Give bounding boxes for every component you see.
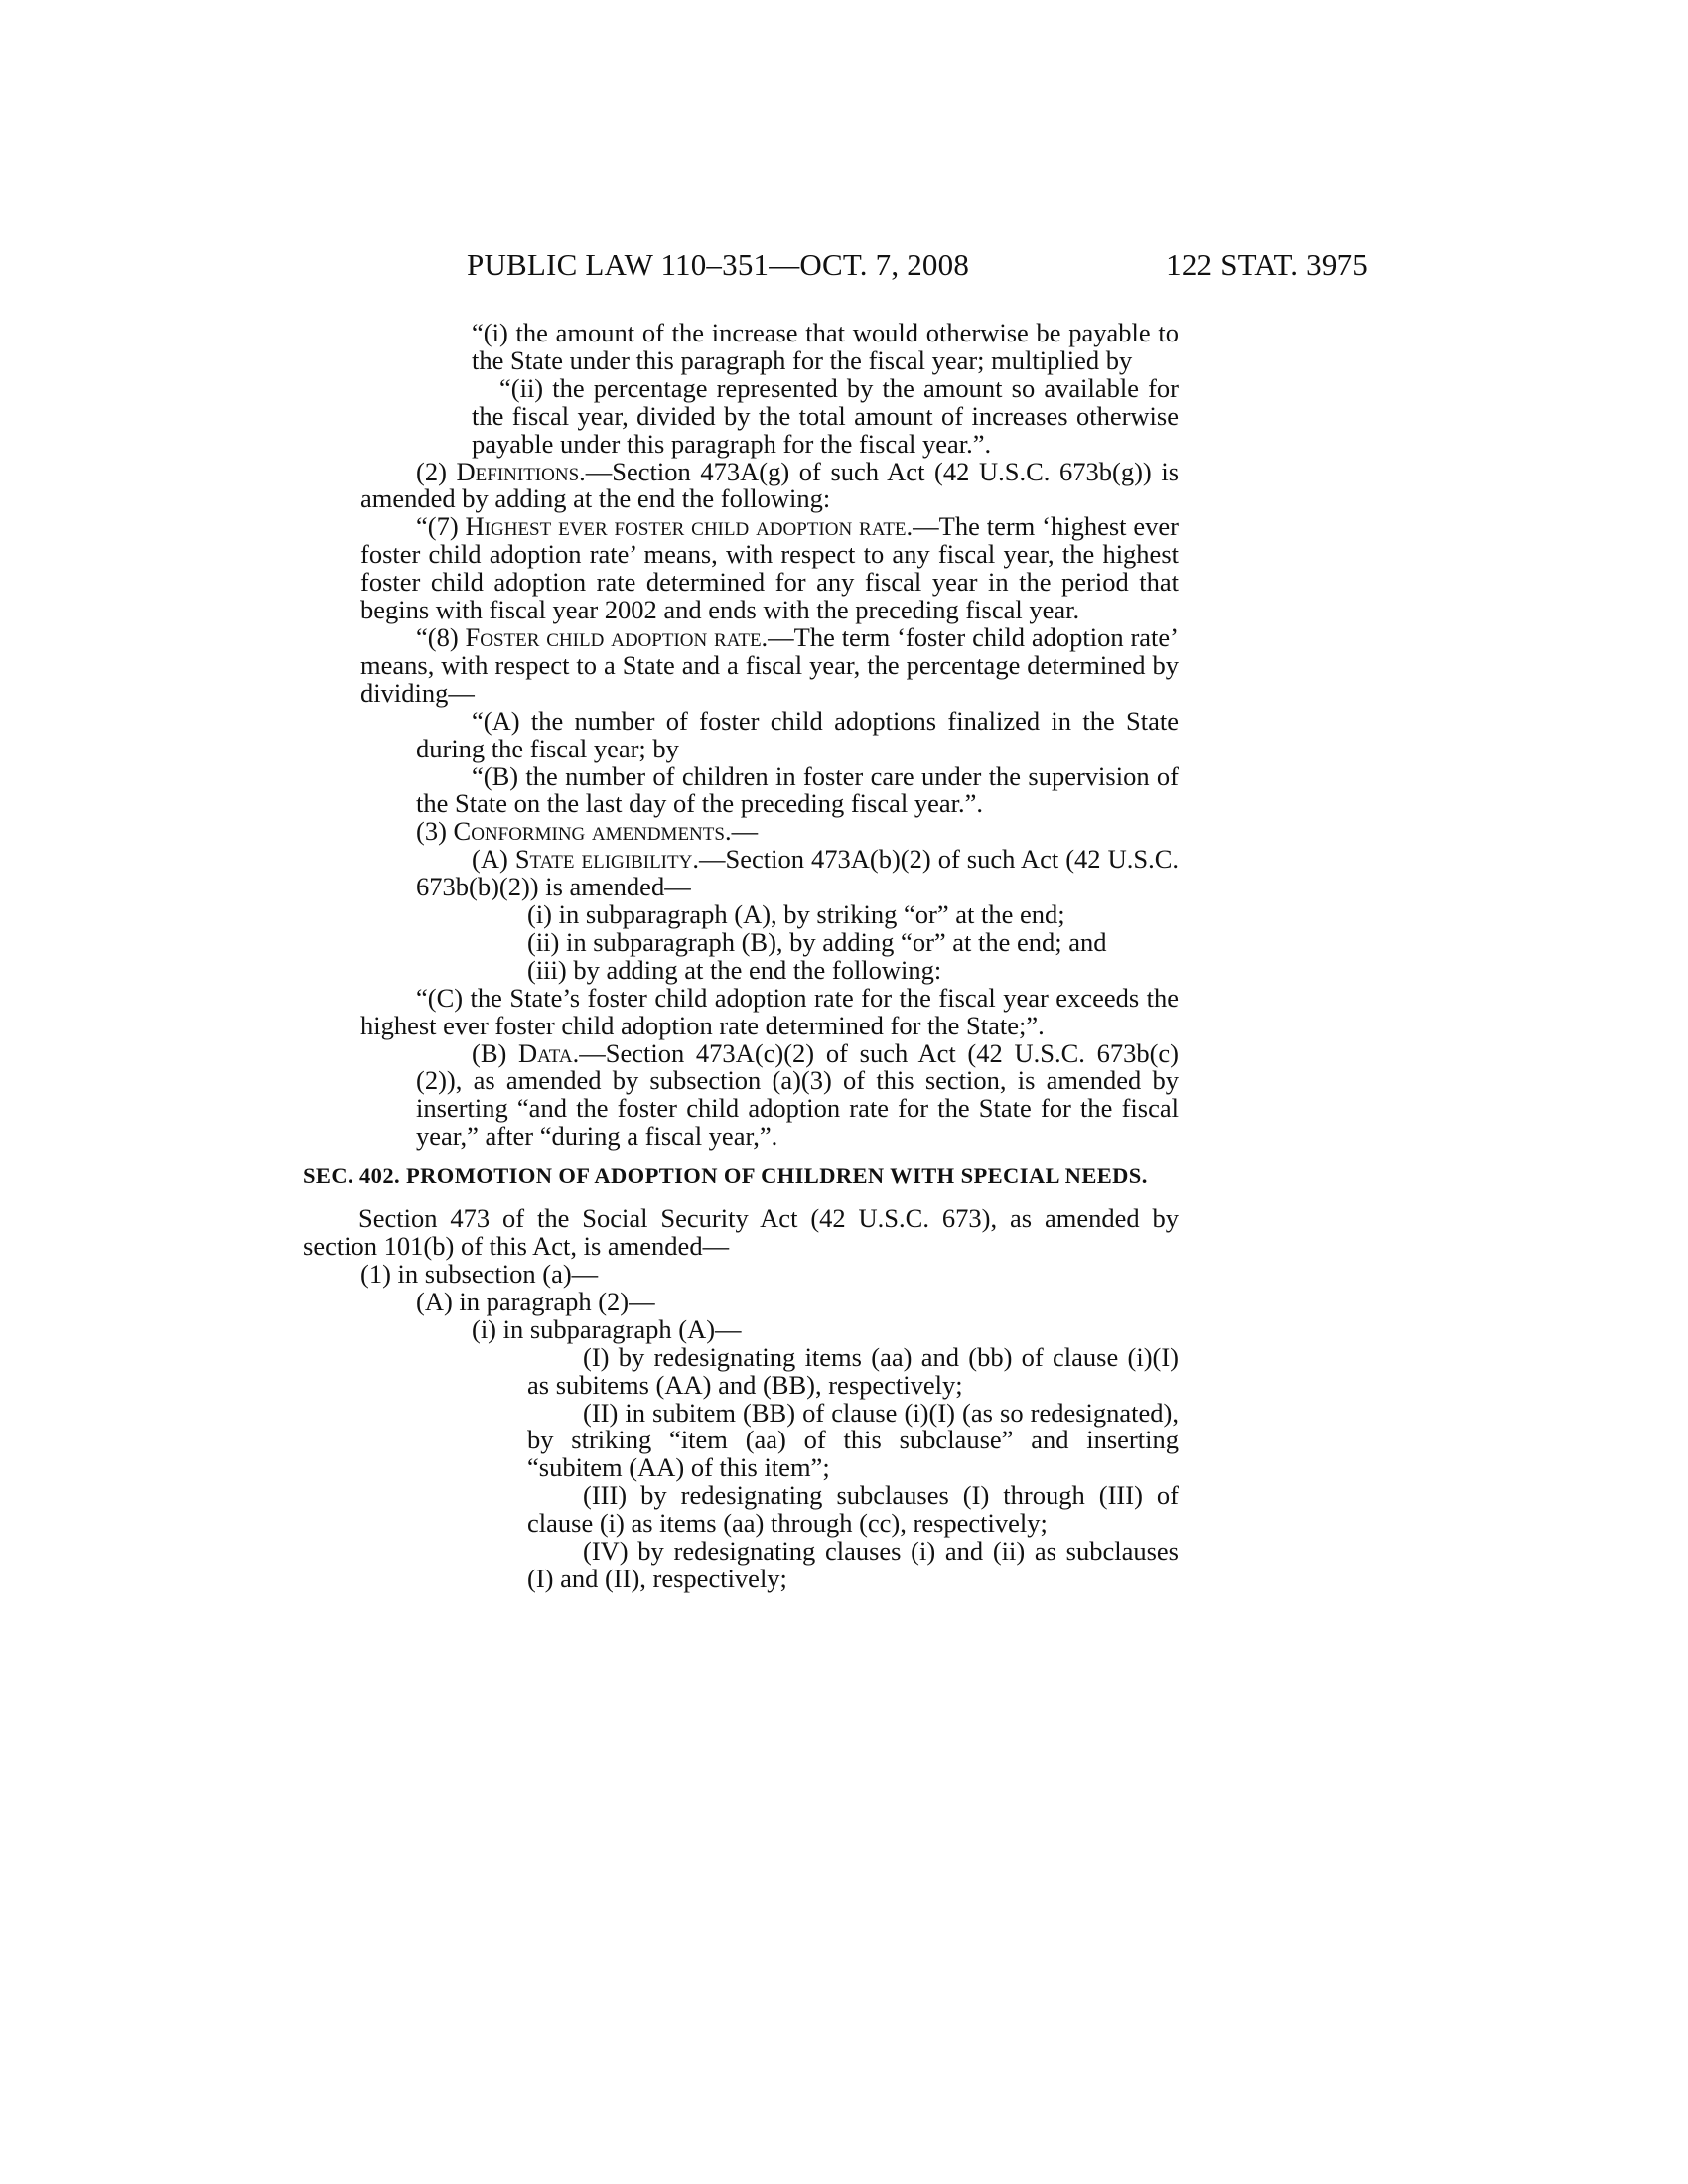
paragraph-number: “(8) [416,621,466,652]
paragraph-heading: Definitions [456,456,580,486]
running-header-law: PUBLIC LAW 110–351—OCT. 7, 2008 [467,247,970,282]
paragraph-number: (2) [416,456,457,486]
paragraph-conforming-amendments [416,818,1179,846]
paragraph-heading: Data [518,1037,573,1068]
paragraph-number: (A) [472,844,515,875]
amendment-1-A-i [472,1313,1179,1344]
paragraph-number: (3) [416,816,454,847]
running-header-stat-page: 122 STAT. 3975 [1166,247,1368,282]
subparagraph-A [416,705,1179,763]
paragraph-number: “(7) [416,511,466,542]
amendment-text: (IV) by redesignating clauses (i) and (ii) as subclauses (I) and (II), respectively; [527,1536,1179,1593]
paragraph-text: .—Section 473A(b)(2) of such Act (42 U.S.C. 673b(b)(2)) is amended— [416,844,1179,902]
clause-text: (ii) in subparagraph (B), by adding “or” at the end; and [527,926,1107,957]
clause-text: “(i) the amount of the increase that would otherwise be payable to the State under this paragraph for the fiscal year; multiplied by [472,318,1179,375]
amendment-text: (i) in subparagraph (A)— [472,1313,742,1344]
clause-text: “(ii) the percentage represented by the amount so available for the fiscal year, divided by the total amount of increases otherwise payable under this paragraph for the fiscal year.”. [472,372,1179,459]
clause-i [472,320,1179,375]
paragraph-heading: Foster child adoption rate [465,621,762,652]
paragraph-heading: Highest ever foster child adoption rate [465,511,907,542]
document-body [303,318,1180,1593]
clause-iii-adding-end [472,954,1179,985]
amendment-subclause-III [527,1482,1179,1538]
paragraph-text: .— [724,816,759,847]
paragraph-number: (B) [472,1037,519,1068]
paragraph-heading: State eligibility [514,844,693,875]
amendment-text: (1) in subsection (a)— [360,1259,599,1289]
amendment-1 [360,1261,1179,1289]
amendment-text: (I) by redesignating items (aa) and (bb) of clause (i)(I) as subitems (AA) and (BB), respectively; [527,1341,1179,1400]
section-heading: SEC. 402. PROMOTION OF ADOPTION OF CHILDREN WITH SPECIAL NEEDS. [303,1163,1148,1189]
inserted-subparagraph-C [360,982,1179,1040]
amendment-text: (III) by redesignating subclauses (I) through (III) of clause (i) as items (aa) through (cc), respectively; [527,1480,1179,1539]
amendment-subclause-IV [527,1538,1179,1593]
amendment-text: (II) in subitem (BB) of clause (i)(I) (as so redesignated), by striking “item (aa) of this subclause” and inserting “subitem (AA) of this item”; [527,1397,1179,1483]
paragraph-definitions [360,456,1180,514]
subparagraph-state-eligibility [416,846,1179,901]
paragraph-text: .—The term ‘highest ever foster child adoption rate’ means, with respect to any fiscal year, the highest foster child adoption rate determined for any fiscal year in the period that begins with fiscal year 2002 and ends with the preceding fiscal year. [360,511,1179,625]
paragraph-text: .—The term ‘foster child adoption rate’ means, with respect to a State and a fiscal year, the percentage determined by dividing— [360,621,1179,708]
section-text: Section 473 of the Social Security Act (42 U.S.C. 673), as amended by section 101(b) of this Act, is amended— [303,1203,1179,1262]
paragraph-text: .—Section 473A(g) of such Act (42 U.S.C. 673b(g)) is amended by adding at the end the following: [360,456,1180,514]
subparagraph-text: “(A) the number of foster child adoptions finalized in the State during the fiscal year; by [416,705,1179,763]
section-intro [303,1205,1179,1261]
definition-7 [360,513,1179,624]
subparagraph-text: “(C) the State’s foster child adoption rate for the fiscal year exceeds the highest ever foster child adoption rate determined for the State;”. [360,982,1179,1040]
clause-i-striking [472,901,1179,929]
clause-text: (iii) by adding at the end the following: [527,954,942,985]
amendment-subclause-II [527,1397,1179,1483]
paragraph-text: .—Section 473A(c)(2) of such Act (42 U.S.C. 673b(c)(2)), as amended by subsection (a)(3) of this section, is amended by inserting “and the foster child adoption rate for the State for the fiscal year,” after “during a fiscal year,”. [416,1037,1180,1152]
paragraph-heading: Conforming amendments [453,816,725,847]
subparagraph-B [416,760,1179,819]
clause-ii [472,372,1179,459]
amendment-text: (A) in paragraph (2)— [416,1286,655,1316]
subparagraph-data [416,1037,1180,1152]
definition-8 [360,621,1179,708]
clause-text: (i) in subparagraph (A), by striking “or” at the end; [527,899,1065,930]
subparagraph-text: “(B) the number of children in foster care under the supervision of the State on the last day of the preceding fiscal year.”. [416,760,1179,819]
amendment-subclause-I [527,1341,1179,1400]
clause-ii-adding [472,926,1179,957]
amendment-1-A [416,1286,1179,1316]
